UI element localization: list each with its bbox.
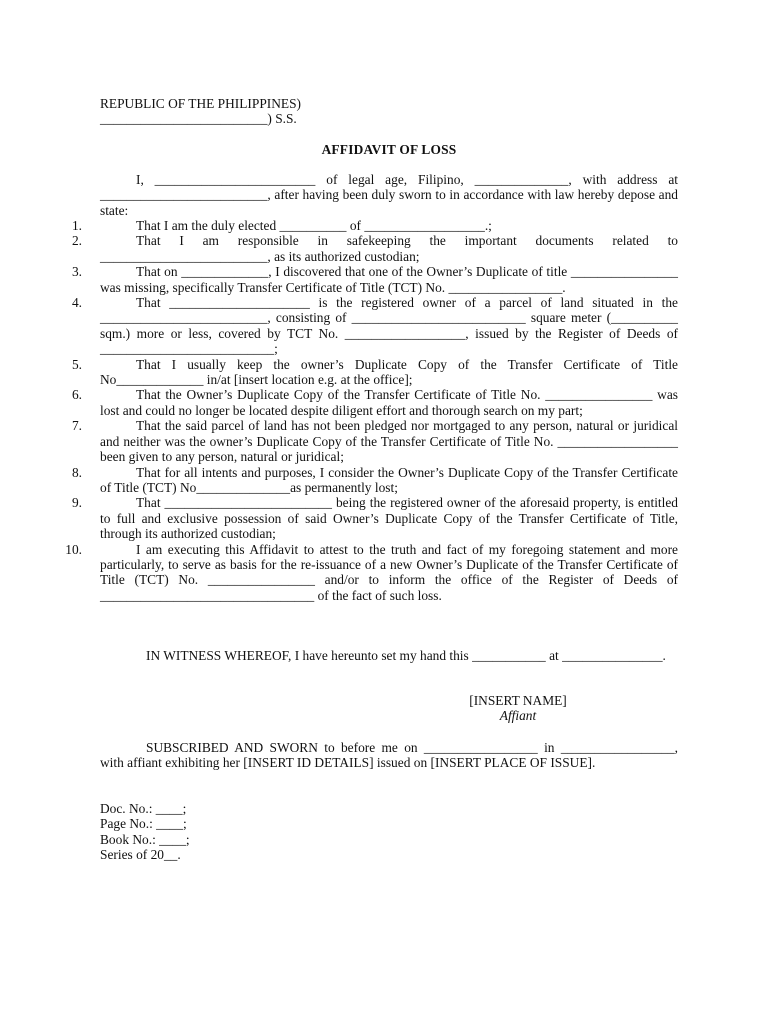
document-title: AFFIDAVIT OF LOSS xyxy=(321,142,457,157)
statement-text: That the said parcel of land has not been pledged nor mortgaged to any person, natural or juridical and neither was the owner’s Duplicate Copy of the Transfer Certificate of Title No. __________________ been given to any person, natural or juridical; xyxy=(100,418,678,465)
notarial-register xyxy=(100,801,190,863)
numbered-statements xyxy=(62,218,678,603)
statement-text: That _________________________ being the registered owner of the aforesaid property, is entitled to full and exclusive possession of said Owner’s Duplicate Copy of the Transfer Certificate of Title, through its authorized custodian; xyxy=(100,495,678,542)
statement-text: That _____________________ is the registered owner of a parcel of land situated in the _________________________, consisting of __________________________ square meter (__________ sqm.) more or less, covered by TCT No. __________________, issued by the Register of Deeds of __________________________; xyxy=(100,295,678,357)
statement-number: 6. xyxy=(71,387,82,403)
jurat-paragraph: SUBSCRIBED AND SWORN to before me on _________________ in _________________, with affiant exhibiting her [INSERT ID DETAILS] issued on [INSERT PLACE OF ISSUE]. xyxy=(100,740,678,771)
statement-text: That I am the duly elected __________ of __________________.; xyxy=(136,218,492,233)
statement-number: 9. xyxy=(71,495,82,511)
venue-block xyxy=(100,96,301,127)
statement-text: That the Owner’s Duplicate Copy of the Transfer Certificate of Title No. ________________ was lost and could no longer be located despite diligent effort and thorough search on my part; xyxy=(100,387,678,418)
venue-line-republic: REPUBLIC OF THE PHILIPPINES) xyxy=(100,96,302,111)
statement-number: 10. xyxy=(65,541,82,557)
affiant-label: Affiant xyxy=(499,708,537,724)
series-year: Series of 20__. xyxy=(100,847,181,863)
statement-item xyxy=(62,465,678,496)
affiant-name: [INSERT NAME] xyxy=(469,693,567,708)
statement-number: 2. xyxy=(71,233,82,249)
statement-number: 7. xyxy=(71,418,82,434)
statement-item xyxy=(62,542,678,604)
statement-number: 1. xyxy=(71,218,82,233)
statement-text: I am executing this Affidavit to attest to the truth and fact of my foregoing statement and more particularly, to serve as basis for the re-issuance of a new Owner’s Duplicate of the Transfer Certificate of Title (TCT) No. ________________ and/or to inform the office of the Register of Deeds of ________________________________ of the fact of such loss. xyxy=(100,541,678,603)
statement-text: That I am responsible in safekeeping the important documents related to _________________________, as its authorized custodian; xyxy=(100,233,678,264)
statement-item xyxy=(62,387,678,418)
statement-number: 4. xyxy=(71,295,82,311)
statement-text: That I usually keep the owner’s Duplicate Copy of the Transfer Certificate of Title No_____________ in/at [insert location e.g. at the office]; xyxy=(100,356,678,388)
doc-number: Doc. No.: ____; xyxy=(100,801,187,816)
statement-text: That for all intents and purposes, I consider the Owner’s Duplicate Copy of the Transfer Certificate of Title (TCT) No______________as permanently lost; xyxy=(100,464,678,495)
venue-line-ss: _________________________) S.S. xyxy=(100,111,297,127)
signature-block xyxy=(460,693,576,724)
statement-item xyxy=(62,218,678,233)
statement-text: That on _____________, I discovered that one of the Owner’s Duplicate of title ________________ was missing, specifically Transfer Certificate of Title (TCT) No. _________________. xyxy=(100,264,678,295)
statement-item xyxy=(62,233,678,264)
intro-paragraph: I, ________________________ of legal age, Filipino, ______________, with address at _________________________, after having been duly sworn to in accordance with law hereby depose and state: xyxy=(100,172,678,218)
statement-item xyxy=(62,418,678,464)
statement-item xyxy=(62,495,678,541)
book-number: Book No.: ____; xyxy=(100,831,190,847)
statement-item xyxy=(62,264,678,295)
statement-item xyxy=(62,357,678,388)
statement-item xyxy=(62,295,678,357)
page-number: Page No.: ____; xyxy=(100,816,187,832)
statement-number: 8. xyxy=(71,464,82,480)
statement-number: 5. xyxy=(71,356,82,372)
statement-number: 3. xyxy=(71,264,82,280)
witness-clause: IN WITNESS WHEREOF, I have hereunto set my hand this ___________ at _______________. xyxy=(146,648,666,663)
